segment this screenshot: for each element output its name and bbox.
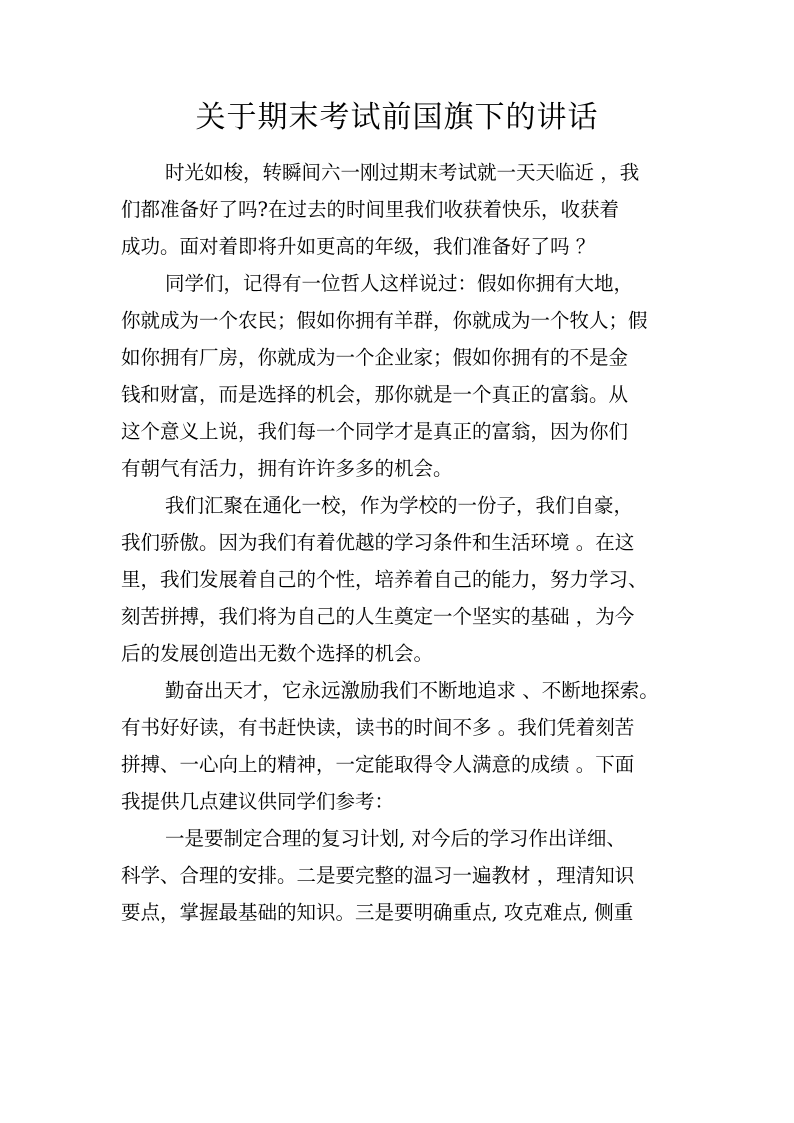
paragraph-line: 成功。面对着即将升如更高的年级，我们准备好了吗 ？ [121,235,596,258]
paragraph-line: 时光如梭，转瞬间六一刚过期末考试就一天天临近 ，我 [165,161,640,184]
paragraph-line: 你就成为一个农民；假如你拥有羊群，你就成为一个牧人；假 [121,309,648,332]
paragraph [121,487,673,672]
paragraph-line: 刻苦拼搏，我们将为自己的人生奠定一个坚实的基础 ，为今 [121,605,635,628]
paragraph-line: 要点，掌握最基础的知识。三是要明确重点, 攻克难点, 侧重 [121,901,634,924]
paragraph [121,154,673,265]
document-title: 关于期末考试前国旗下的讲话 [195,100,599,135]
paragraph-line: 有书好好读，有书赶快读，读书的时间不多 。我们凭着刻苦 [121,716,635,739]
paragraph [121,820,673,931]
paragraph-line: 钱和财富，而是选择的机会，那你就是一个真正的富翁。从 [121,383,629,406]
paragraph [121,672,673,820]
paragraph-line: 我们汇聚在通化一校，作为学校的一份子，我们自豪， [165,494,634,517]
paragraph-line: 拼搏、一心向上的精神，一定能取得令人满意的成绩 。下面 [121,753,635,776]
paragraph-line: 有朝气有活力，拥有许许多多的机会。 [121,457,453,480]
paragraph-line: 里，我们发展着自己的个性，培养着自己的能力，努力学习、 [121,568,648,591]
paragraph-line: 我提供几点建议供同学们参考： [121,790,395,813]
paragraph-line: 同学们，记得有一位哲人这样说过：假如你拥有大地， [165,272,634,295]
paragraph-line: 如你拥有厂房，你就成为一个企业家；假如你拥有的不是金 [121,346,629,369]
paragraph-line: 们都准备好了吗?在过去的时间里我们收获着快乐，收获着 [121,198,619,221]
paragraph-line: 这个意义上说，我们每一个同学才是真正的富翁，因为你们 [121,420,629,443]
paragraph-line: 一是要制定合理的复习计划, 对今后的学习作出详细、 [165,827,626,850]
paragraph [121,265,673,487]
paragraph-line: 科学、合理的安排。二是要完整的温习一遍教材 ，理清知识 [121,864,635,887]
paragraph-line: 我们骄傲。因为我们有着优越的学习条件和生活环境 。在这 [121,531,635,554]
paragraph-line: 后的发展创造出无数个选择的机会。 [121,642,434,665]
paragraph-line: 勤奋出天才，它永远激励我们不断地追求 、不断地探索。 [165,679,659,702]
document-body [121,154,673,931]
